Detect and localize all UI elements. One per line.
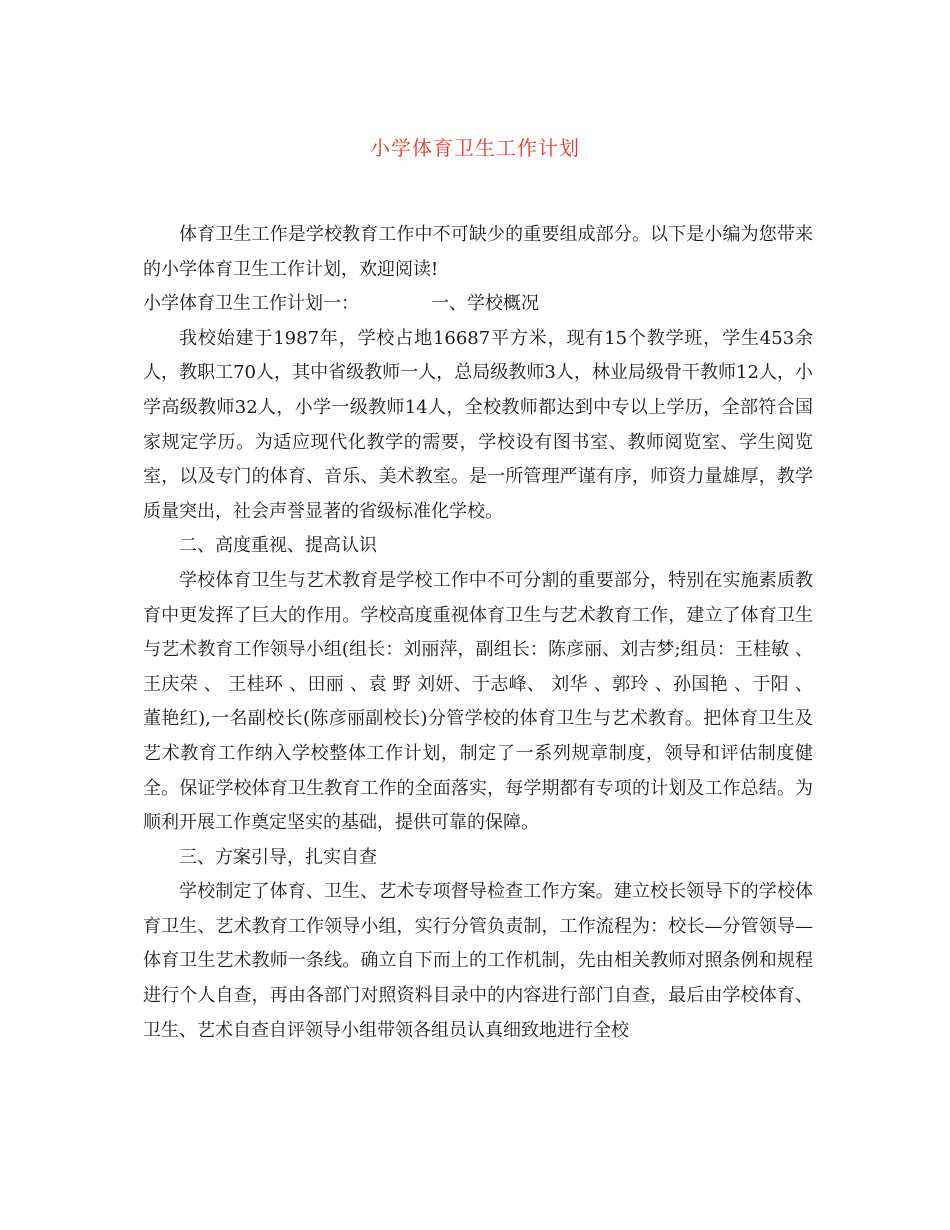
section3-paragraph: 学校制定了体育、卫生、艺术专项督导检查工作方案。建立校长领导下的学校体育卫生、艺术教育工作领导小组，实行分管负责制，工作流程为：校长—分管领导—体育卫生艺术教师一条线。确立自下而上的工作机制，先由相关教师对照条例和规程进行个人自查，再由各部门对照资料目录中的内容进行部门自查，最后由学校体育、卫生、艺术自查自评领导小组带领各组员认真细致地进行全校 [143,881,813,1041]
intro-paragraph: 体育卫生工作是学校教育工作中不可缺少的重要组成部分。以下是小编为您带来的小学体育卫生工作计划，欢迎阅读! [143,224,813,280]
plan-heading-row [143,287,813,322]
section2-paragraph: 学校体育卫生与艺术教育是学校工作中不可分割的重要部分，特别在实施素质教育中更发挥了巨大的作用。学校高度重视体育卫生与艺术教育工作，建立了体育卫生与艺术教育工作领导小组(组长：刘丽萍，副组长：陈彦丽、刘吉梦;组员：王桂敏 、 王庆荣 、 王桂环 、田丽 、袁 野 刘妍、于志峰、 刘华 、郭玲 、孙国艳 、于阳 、 董艳红),一名副校长(陈彦丽副校长)分管学校的体育卫生与艺术教育。把体育卫生及艺术教育工作纳入学校整体工作计划，制定了一系列规章制度，领导和评估制度健全。保证学校体育卫生教育工作的全面落实，每学期都有专项的计划及工作总结。为顺利开展工作奠定坚实的基础，提供可靠的保障。 [143,569,813,834]
section3-heading: 三、方案引导，扎实自查 [179,846,377,868]
document-body [143,218,813,1048]
heading-gap [359,287,431,322]
plan-label: 小学体育卫生工作计划一： [143,293,359,315]
section1-paragraph: 我校始建于1987年，学校占地16687平方米，现有15个教学班，学生453余人，教职工70人，其中省级教师一人，总局级教师3人，林业局级骨干教师12人，小学高级教师32人，小学一级教师14人，全校教师都达到中专以上学历，全部符合国家规定学历。为适应现代化教学的需要，学校设有图书室、教师阅览室、学生阅览室，以及专门的体育、音乐、美术教室。是一所管理严谨有序，师资力量雄厚，教学质量突出，社会声誉显著的省级标准化学校。 [143,327,813,522]
section2-heading: 二、高度重视、提高认识 [179,535,377,557]
document-title: 小学体育卫生工作计划 [370,136,580,160]
section1-heading: 一、学校概况 [431,293,539,315]
